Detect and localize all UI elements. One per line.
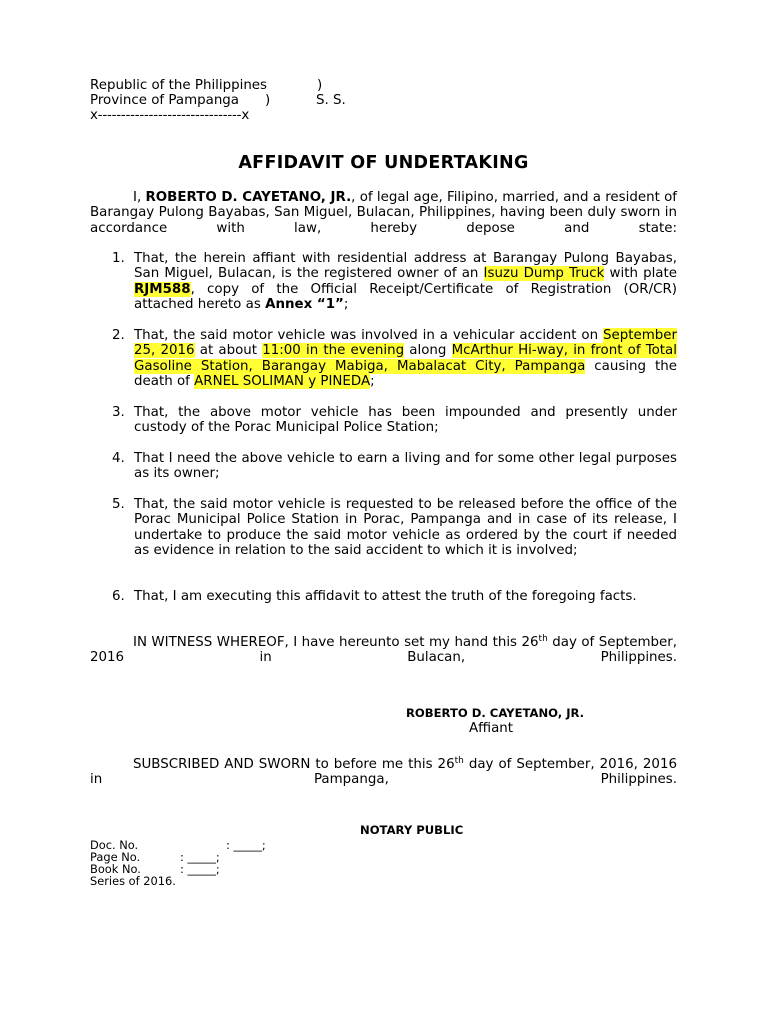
item-text: That, I am executing this affidavit to attest the truth of the foregoing facts. [134,589,637,604]
doc-no-value: : _____; [226,838,266,852]
venue-mark-2: ) [265,93,271,108]
venue-block [90,78,677,124]
highlight-date: September 25, 2016 [134,328,677,359]
highlight-location: McArthur Hi-way, in front of Total Gasoline Station, Barangay Mabiga, Mabalacat City, Pampanga [134,343,677,374]
intro-paragraph [90,190,677,251]
item-number: 5. [112,497,125,512]
item-number: 2. [112,328,125,343]
book-no-label: Book No. [90,862,141,876]
item-text: That, the said motor vehicle is requested to be released before the office of the Porac Municipal Police Station in Porac, Pampanga and in case of its release, I undertake to produce the said motor vehicle as ordered by the court if needed as evidence in relation to the said accident to which it is involved; [134,497,677,558]
affiant-name: ROBERTO D. CAYETANO, JR. [145,190,352,205]
intro-text: , of legal age, Filipino, married, and a resident of Barangay Pulong Bayabas, San Miguel, Bulacan, Philippines, having been duly sworn in accordance with law, hereby depose and state: [90,190,677,236]
venue-separator: x-------------------------------x [90,108,250,123]
venue-mark-1: ) [317,78,323,93]
item-number: 1. [112,251,125,266]
item-text: That I need the above vehicle to earn a living and for some other legal purposes as its owner; [134,451,677,482]
venue-province: Province of Pampanga [90,93,240,108]
item-number: 6. [112,589,125,604]
page-no-value: : _____; [180,850,220,864]
item-number: 3. [112,405,125,420]
witness-ordinal: th [538,634,548,644]
notary-title: NOTARY PUBLIC [360,823,464,837]
document-title: AFFIDAVIT OF UNDERTAKING [238,153,529,173]
signature-name: ROBERTO D. CAYETANO, JR. [406,706,585,720]
document-page [90,78,678,888]
doc-no-label: Doc. No. [90,838,139,852]
series-line: Series of 2016. [90,874,176,888]
venue-republic: Republic of the Philippines [90,78,268,93]
item-text: That, the herein affiant with residential address at Barangay Pulong Bayabas, San Miguel, Bulacan, is the registered owner of an Isuzu Dump Truck with plate RJM588, copy of the Official Receipt/Certificate of Registration (OR/CR) attached hereto as Annex “1”; [134,251,677,312]
highlight-victim: ARNEL SOLIMAN y PINEDA [194,373,371,389]
subscribed-ordinal: th [454,756,464,766]
witness-paragraph: IN WITNESS WHEREOF, I have hereunto set my hand this 26th day of September, 2016 in Bulacan, Philippines. [90,634,678,666]
venue-ss: S. S. [316,93,346,108]
item-text: That, the above motor vehicle has been impounded and presently under custody of the Porac Municipal Police Station; [134,405,677,436]
annex-label: Annex “1” [265,296,344,312]
book-no-value: : _____; [180,862,220,876]
item-number: 4. [112,451,125,466]
intro-prefix: I, [133,190,146,205]
subscribed-paragraph: SUBSCRIBED AND SWORN to before me this 26th day of September, 2016, 2016 in Pampanga, Philippines. [90,756,677,788]
signature-role: Affiant [469,721,514,736]
highlight-time: 11:00 in the evening [262,343,405,359]
item-text: That, the said motor vehicle was involved in a vehicular accident on September 25, 2016 at about 11:00 in the evening along McArthur Hi-way, in front of Total Gasoline Station, Barangay Mabiga, Mabalacat City, Pampanga causing the death of ARNEL SOLIMAN y PINEDA; [134,328,677,389]
page-no-label: Page No. [90,850,141,864]
highlight-vehicle: Isuzu Dump Truck [483,266,605,282]
highlight-plate: RJM588 [134,281,191,297]
